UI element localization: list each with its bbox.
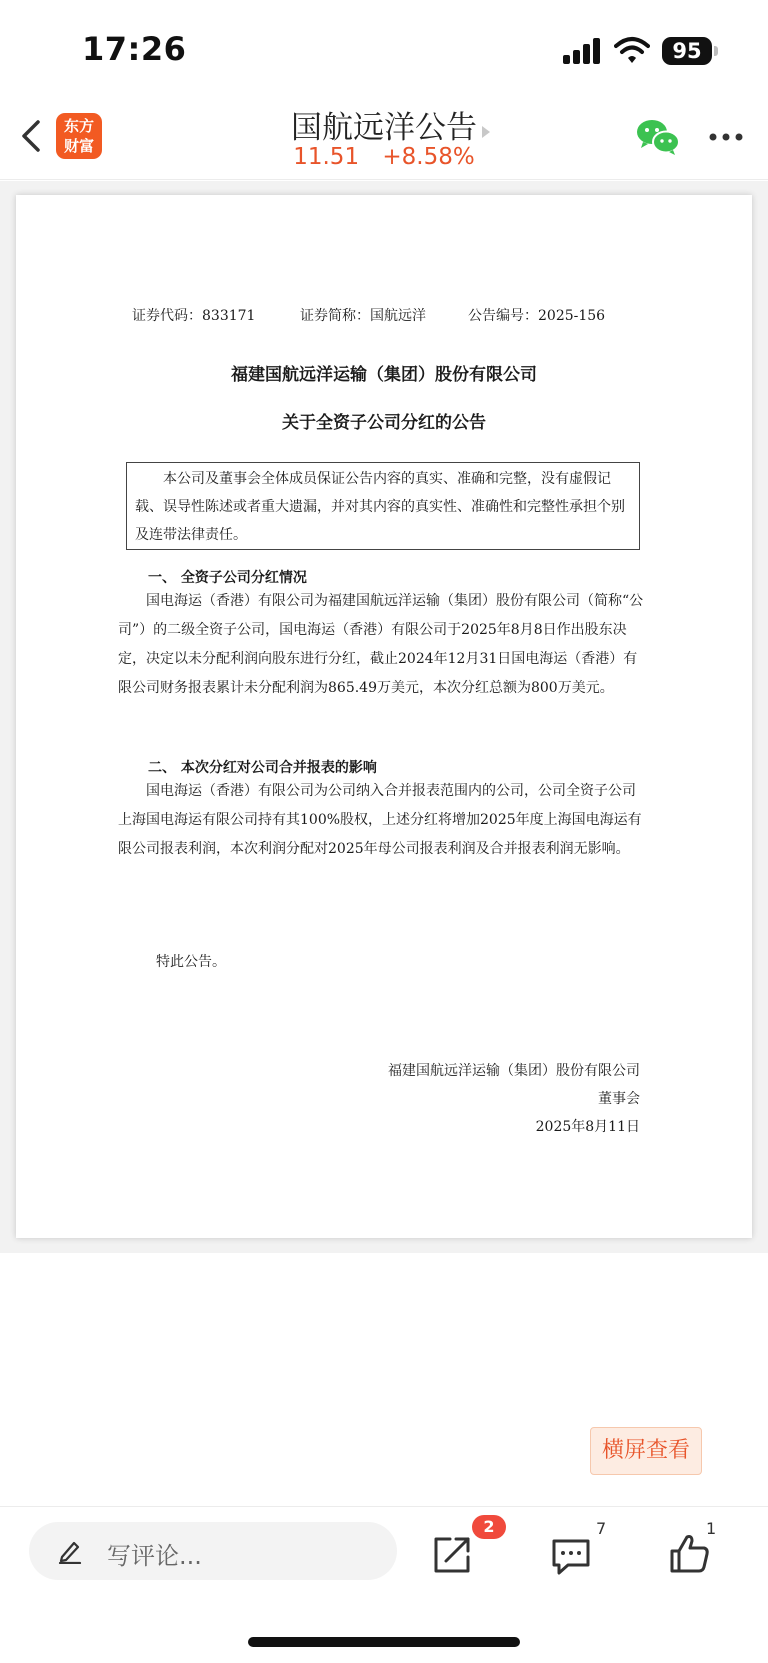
section2-heading: 二、 本次分红对公司合并报表的影响 bbox=[148, 760, 377, 776]
comment-placeholder: 写评论... bbox=[107, 1542, 202, 1570]
signal-icon bbox=[562, 38, 602, 64]
section1-heading: 一、 全资子公司分红情况 bbox=[148, 570, 307, 586]
security-code: 证券代码：833171 bbox=[132, 308, 256, 324]
wechat-icon[interactable] bbox=[636, 118, 680, 156]
battery-tip bbox=[714, 46, 718, 56]
comment-icon[interactable] bbox=[550, 1535, 592, 1577]
announcement-number: 公告编号：2025-156 bbox=[468, 308, 606, 324]
app-logo-line1: 东方 bbox=[63, 117, 94, 135]
battery-icon: 95 bbox=[662, 37, 712, 65]
document-company: 福建国航远洋运输（集团）股份有限公司 bbox=[231, 365, 537, 385]
sign-company: 福建国航远洋运输（集团）股份有限公司 bbox=[388, 1063, 640, 1079]
home-indicator bbox=[248, 1637, 520, 1647]
stock-change: +8.58% bbox=[382, 144, 475, 170]
closing-statement: 特此公告。 bbox=[156, 954, 226, 970]
security-abbr: 证券简称：国航远洋 bbox=[300, 308, 426, 324]
wifi-icon bbox=[614, 36, 650, 64]
nav-bar bbox=[0, 96, 768, 180]
status-time: 17:26 bbox=[82, 30, 187, 68]
document-viewer[interactable] bbox=[0, 181, 768, 1253]
document-page bbox=[16, 195, 752, 1238]
document-title: 关于全资子公司分红的公告 bbox=[282, 413, 486, 433]
more-icon[interactable] bbox=[708, 132, 744, 142]
app-logo-line2: 财富 bbox=[63, 137, 94, 155]
bottom-toolbar bbox=[0, 1506, 768, 1663]
disclaimer-box: 本公司及董事会全体成员保证公告内容的真实、准确和完整，没有虚假记载、误导性陈述或者重大遗漏，并对其内容的真实性、准确性和完整性承担个别及连带法律责任。 bbox=[126, 462, 640, 550]
sign-board: 董事会 bbox=[598, 1091, 640, 1107]
sign-date: 2025年8月11日 bbox=[535, 1119, 640, 1135]
comment-count: 7 bbox=[596, 1519, 607, 1538]
status-bar bbox=[0, 0, 768, 96]
comment-input[interactable] bbox=[29, 1522, 397, 1580]
section2-body: 国电海运（香港）有限公司为公司纳入合并报表范围内的公司，公司全资子公司上海国电海运有限公司持有其100%股权，上述分红将增加2025年度上海国电海运有限公司报表利润，本次利润分配对2025年母公司报表利润及合并报表利润无影响。 bbox=[118, 783, 642, 857]
section1-body: 国电海运（香港）有限公司为福建国航远洋运输（集团）股份有限公司（简称“公司”）的二级全资子公司，国电海运（香港）有限公司于2025年8月8日作出股东决定，决定以未分配利润向股东进行分红，截止2024年12月31日国电海运（香港）有限公司财务报表累计未分配利润为865.49万美元，本次分红总额为800万美元。 bbox=[118, 593, 644, 696]
share-badge: 2 bbox=[472, 1515, 506, 1539]
landscape-view-button[interactable]: 横屏查看 bbox=[590, 1427, 702, 1475]
pencil-icon bbox=[57, 1538, 83, 1564]
stock-price: 11.51 bbox=[293, 144, 360, 170]
page-title[interactable]: 国航远洋公告 bbox=[291, 110, 477, 146]
title-arrow-icon[interactable] bbox=[482, 126, 490, 138]
like-count: 1 bbox=[706, 1519, 717, 1538]
share-icon[interactable] bbox=[430, 1533, 474, 1577]
